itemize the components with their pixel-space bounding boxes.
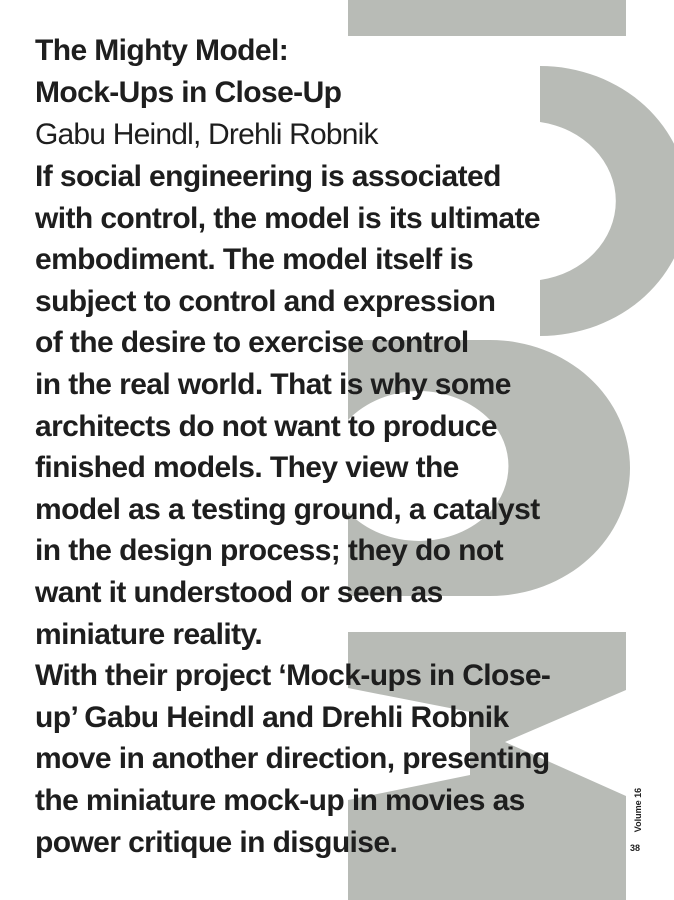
paragraph-line: subject to control and expression	[35, 284, 496, 318]
article-title	[35, 30, 635, 114]
paragraph-line: architects do not want to produce	[35, 409, 497, 443]
paragraph-line: model as a testing ground, a catalyst	[35, 492, 540, 526]
article-body	[35, 30, 635, 863]
paragraph-line: want it understood or seen as	[35, 575, 443, 609]
paragraph-line: miniature reality.	[35, 617, 263, 651]
paragraph-line: of the desire to exercise control	[35, 326, 469, 360]
article-authors: Gabu Heindl, Drehli Robnik	[35, 118, 378, 151]
paragraph-line: finished models. They view the	[35, 451, 459, 485]
page-sidebar	[628, 780, 648, 860]
page-number: 38	[630, 843, 641, 853]
paragraph-line: up’ Gabu Heindl and Drehli Robnik	[35, 700, 509, 734]
paragraph-line: embodiment. The model itself is	[35, 243, 474, 277]
paragraph-line: power critique in disguise.	[35, 825, 398, 859]
paragraph-line: in the real world. That is why some	[35, 367, 511, 401]
article-title-line: Mock-Ups in Close-Up	[35, 76, 342, 109]
paragraph-line: the miniature mock-up in movies as	[35, 783, 525, 817]
paragraph-line: with control, the model is its ultimate	[35, 201, 540, 235]
paragraph-line: in the design process; they do not	[35, 534, 503, 568]
second-paragraph	[35, 655, 635, 863]
article-title-line: The Mighty Model:	[35, 34, 289, 67]
volume-label: Volume 16	[633, 787, 643, 833]
paragraph-line: If social engineering is associated	[35, 160, 501, 193]
paragraph-line: move in another direction, presenting	[35, 742, 550, 776]
intro-paragraph	[35, 156, 635, 655]
paragraph-line: With their project ‘Mock-ups in Close-	[35, 659, 551, 693]
